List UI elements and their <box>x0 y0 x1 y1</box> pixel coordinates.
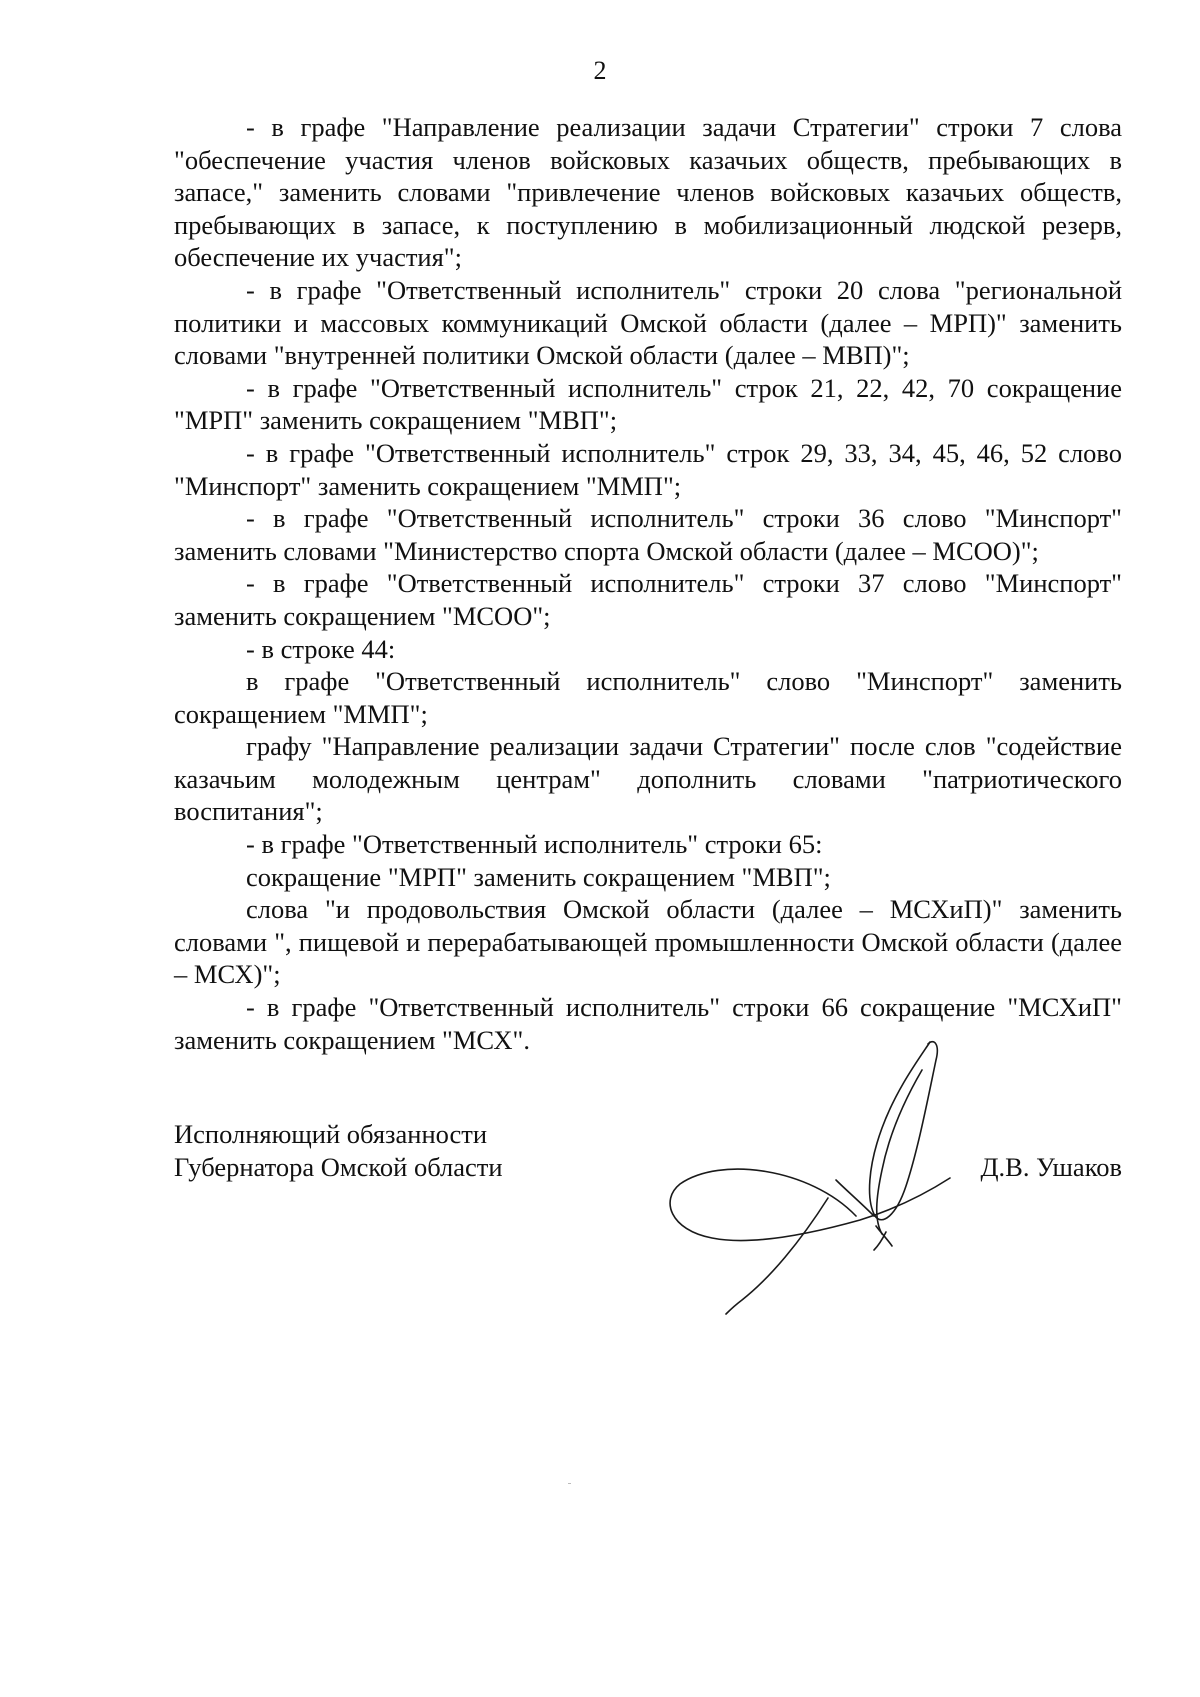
page-number: 2 <box>593 56 607 85</box>
document-body <box>174 111 1122 1056</box>
signatory-name: Д.В. Ушаков <box>980 1151 1122 1182</box>
paragraph: сокращение "МРП" заменить сокращением "МВП"; <box>246 861 831 892</box>
paragraph: графу "Направление реализации задачи Стратегии" после слов "содействие казачьим молодежным центрам" дополнить словами "патриотического воспитания"; <box>174 731 1122 827</box>
paragraph: слова "и продовольствия Омской области (далее – МСХиП)" заменить словами ", пищевой и перерабатывающей промышленности Омской области (далее – МСХ)"; <box>174 894 1122 990</box>
paragraph: - в графе "Ответственный исполнитель" строки 36 слово "Минспорт" заменить словами "Министерство спорта Омской области (далее – МСОО)"; <box>174 503 1122 566</box>
paragraph: - в графе "Направление реализации задачи Стратегии" строки 7 слова "обеспечение участия членов войсковых казачьих обществ, пребывающих в запасе," заменить словами "привлечение членов войсковых казачьих обществ, пребывающих в запасе, к поступлению в мобилизационный людской резерв, обеспечение их участия"; <box>174 112 1122 273</box>
signatory-title-line: Губернатора Омской области <box>174 1151 503 1182</box>
paragraph: - в графе "Ответственный исполнитель" строк 29, 33, 34, 45, 46, 52 слово "Минспорт" заменить сокращением "ММП"; <box>174 437 1122 501</box>
paragraph: - в графе "Ответственный исполнитель" строки 20 слова "региональной политики и массовых коммуникаций Омской области (далее – МРП)" заменить словами "внутренней политики Омской области (далее – МВП)"; <box>174 274 1122 371</box>
paragraph: - в графе "Ответственный исполнитель" строк 21, 22, 42, 70 сокращение "МРП" заменить сокращением "МВП"; <box>174 372 1122 436</box>
signatory-title <box>174 1118 503 1183</box>
signatory-title-line: Исполняющий обязанности <box>174 1119 488 1149</box>
paragraph: - в графе "Ответственный исполнитель" строки 37 слово "Минспорт" заменить сокращением "МСОО"; <box>174 568 1122 631</box>
paragraph: - в графе "Ответственный исполнитель" строки 66 сокращение "МСХиП" заменить сокращением "МСХ". <box>174 992 1122 1055</box>
scan-artifact <box>568 1483 571 1484</box>
paragraph: в графе "Ответственный исполнитель" слово "Минспорт" заменить сокращением "ММП"; <box>174 666 1122 729</box>
signature-block <box>174 1118 1122 1208</box>
paragraph: - в строке 44: <box>246 633 396 664</box>
paragraph: - в графе "Ответственный исполнитель" строки 65: <box>246 829 823 860</box>
